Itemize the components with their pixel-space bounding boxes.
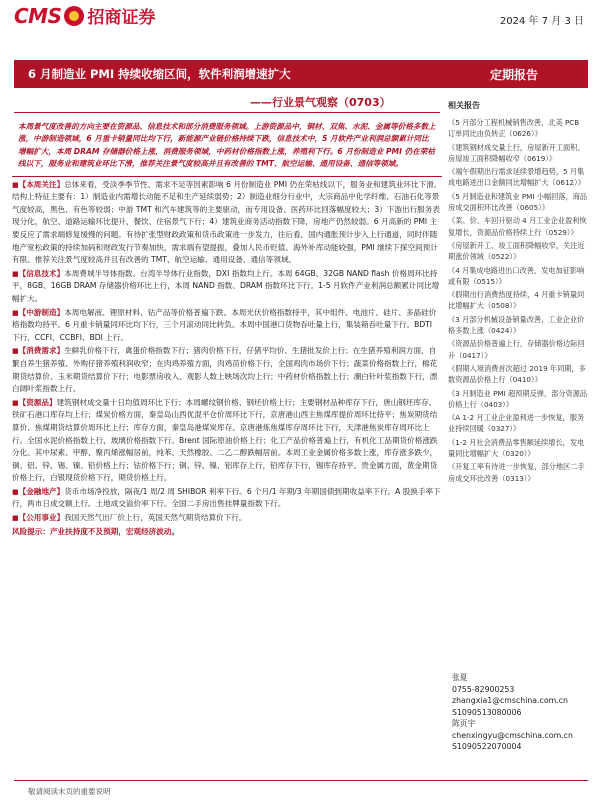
- analyst-license: S1090513080006: [452, 707, 522, 717]
- related-reports-title: 相关报告: [448, 101, 480, 110]
- related-report-link[interactable]: 《假期入境消费首次超过 2019 年同期，多数资源品价格上行（0410）》: [448, 363, 586, 385]
- related-report-link[interactable]: 《房屋新开工、竣工面积降幅收窄，关注近期涨价领域（0522）》: [448, 240, 585, 262]
- title-banner: [14, 60, 588, 88]
- bullet-square-icon: ■: [12, 347, 19, 356]
- related-report-link[interactable]: 《菜、价、车回升驱动 4 月工业企业盈利恢复增长，资源品价格持续上行（0529）》: [448, 216, 587, 237]
- analyst-email[interactable]: zhangxia1@cmschina.com.cn: [452, 696, 568, 705]
- related-report-link[interactable]: 《资源品价格普遍上行，存储器价格边际回升（0417）》: [448, 339, 585, 360]
- section-tag: 【资源品】: [18, 397, 57, 407]
- analyst-name: 张夏: [452, 673, 468, 682]
- bullet-square-icon: ■: [12, 398, 19, 407]
- title-divider: [14, 112, 440, 113]
- section-tag: 【公用事业】: [18, 513, 65, 523]
- section-tag: 【信息技术】: [18, 268, 65, 278]
- section-midstream: [12, 307, 442, 345]
- section-utilities: [12, 512, 442, 525]
- related-report-link[interactable]: 《端午假期出行需求延续景增趋势，5 月集成电路进出口金额同比增幅扩大（0612）》: [448, 167, 585, 188]
- section-tag: 【本周关注】: [18, 179, 65, 189]
- cms-logo: [14, 3, 155, 28]
- footer-divider: [14, 780, 588, 781]
- page-header: [0, 0, 600, 38]
- logo-text: CMS: [14, 3, 62, 28]
- section-focus: [12, 179, 442, 267]
- section-text: 生鲜乳价格下行，禽蛋价格指数下行；猪肉价格下行，仔猪平均价、生猪批发价上行；在生猪养殖利润方面，自繁自养生猪养殖、外购仔猪养殖利润收窄；在肉鸡养殖方面，肉鸡苗价格下行，全国鸡肉市场价下行；蔬菜价格指数上行，棉花期货结算价、玉米期货结算价下行；电影票房收入、观影人数上映场次均上行；中药材价格指数上行；潮白针叶浆指数下行，漂白阔叶浆指数上行。: [12, 346, 438, 394]
- section-text: 建筑钢材成交量十日均值周环比下行；本周螺纹钢价格、钢坯价格上行；主要钢材品种库存下行，唐山钢坯库存、铁矿石港口库存均上行；煤炭价格方面，秦皇岛山西优混平仓价周环比下行，京唐港山西主焦煤库提价周环比持平；焦炭期货结算价、焦煤期货结算价周环比上行；库存方面，秦皇岛港煤炭库存、京唐港炼焦煤库存周环比下行，天津港焦炭库存周环比上行。全国水泥价格指数上行，玻璃价格指数下行。Brent 国际原油价格上行；化工产品价格普遍上行，有机化工品期货价格涨跌分化。其中尿素、甲醇、聚丙烯涨幅居前，纯苯、天然橡胶、二乙二醇跌幅居前。本周工业金属价格多数上涨，库存涨多跌少，铜、铝、锌、锡、镍、铅价格上行；钴价格下行；铜、锌、镍、铝库存上行，铅库存下行，锡库存持平。贵金属方面，黄金期货价格上行，白银现货价格下行，期货价格上行。: [12, 397, 438, 483]
- related-report-link[interactable]: 《3 月部分机械设备销量改善，工业企业价格多数上涨（0424）》: [448, 314, 585, 336]
- report-type: 定期报告: [489, 67, 538, 82]
- risk-warning: 风险提示：产业扶持度不及预期，宏观经济波动。: [12, 526, 180, 536]
- section-tag: 【中游制造】: [18, 307, 65, 317]
- main-content: [12, 118, 442, 539]
- report-title: 6 月制造业 PMI 持续收缩区间，软件利润增速扩大: [28, 67, 291, 81]
- related-report-link[interactable]: 《5 月部分工程机械销售改善，北美 PCB 订单同比由负转正（0626）》: [448, 118, 580, 139]
- related-report-link[interactable]: 《建筑钢材成交量上行，房屋新开工面积、房屋竣工面积降幅收窄（0619）》: [448, 142, 585, 163]
- bullet-square-icon: ■: [12, 514, 19, 523]
- analyst-info: [452, 672, 592, 753]
- report-subtitle: ——行业景气观察（0703）: [250, 96, 391, 109]
- related-report-link[interactable]: 《4 月集成电路进出口改善，发电加征影响或有限（0515）》: [448, 265, 585, 286]
- section-text: 我国天然气出厂价上行，英国天然气期货结算价下行。: [64, 513, 247, 523]
- analyst-name: 陈页宇: [452, 719, 476, 728]
- related-report-link[interactable]: 《开复工率有待进一步恢复，部分地区二手房成交环比改善（0313）》: [448, 462, 585, 483]
- related-report-link[interactable]: 《1-2 月社会消费品零售额延续增长，发电量同比增幅扩大（0320）》: [448, 437, 585, 459]
- related-report-link[interactable]: 《假期出行消费热度持续，4 月重卡销量同比增幅扩大（0508）》: [448, 290, 585, 311]
- related-report-link[interactable]: 《5 月制造业和建筑业 PMI 小幅回落，商品房成交面积环比改善（0605）》: [448, 191, 588, 213]
- analyst-phone: 0755-82900253: [452, 684, 515, 694]
- analyst-email[interactable]: chenxingyu@cmschina.com.cn: [452, 730, 573, 740]
- bullet-square-icon: ■: [12, 308, 19, 317]
- section-it: [12, 268, 442, 306]
- section-text: 本周电解液、锂原材料、钴产品等价格普遍下跌。本周光伏价格指数持平，其中组件、电池片、硅片、多晶硅价格指数均持平。6 月重卡销量同环比均下行，三个月滚动同比转负。本周中国港口货物吞吐量上行，集装箱吞吐量下行。BDTI 下行，CCFI、CCBFI、BDI 上行。: [12, 307, 437, 342]
- logo-mark-icon: [64, 6, 84, 26]
- bullet-square-icon: ■: [12, 487, 19, 496]
- related-reports-sidebar: [448, 100, 588, 486]
- bullet-square-icon: ■: [12, 269, 19, 278]
- section-text: 总体来看，受淡季季节性、需求不足等因素影响 6 月份制造业 PMI 仍在荣枯线以下，服务业和建筑业环比下滑。结构上特征主要有：1）制造业内需增长动能不足和生产延续弱势；2）制造业细分行业中，大宗商品中化学纤维、石油石化等景气度较高，黑色、有色等较弱；中游 TMT 和汽车建筑等的主要驱动，而专用设备、医药环比回落幅度较大；3）下游出行服务表现分化，航空、道路运输环比提升，餐饮、住宿景气下行；4）建筑业商务活动指数下降，房地产仍然较弱。6 月高新的 PMI 主要反应了需求端修复缓慢的问题。有待扩张型财政政策和货币政策进一步发力，往后看，国内通胀预计步入上行通道，同时伴随地产宽松政策的持续加码和财政发行节奏加快，需求端有望提振，叠加人民币贬值、海外补库动能较强，PMI 继续下探空间预计有限。推荐关注景气度较高并且有改善的 TMT、航空运输、通用设备、通信等领域。: [12, 179, 442, 265]
- footer-note: 敬请阅读末页的重要说明: [28, 787, 111, 796]
- section-text: 货币市场净投放，隔夜/1 周/2 周 SHIBOR 利率下行。6 个月/1 年期/3 年期国债到期收益率下行。A 股换手率下行，两市日成交额上行。土地成交溢价率下行。全国二手房出售挂牌量指数下行。: [12, 486, 441, 509]
- section-text: 本周费城半导体指数、台湾半导体行业指数，DXI 指数均上行。本周 64GB、32GB NAND flash 价格周环比持平，8GB、16GB DRAM 存储器价格环比上行，本周 NAND 指数、DRAM 指数环比下行。1-5 月软件产业利润总额累计同比增幅扩大。: [12, 268, 440, 303]
- analyst-license: S1090522070004: [452, 742, 522, 751]
- report-date: 2024 年 7 月 3 日: [499, 16, 584, 27]
- related-report-link[interactable]: 《3 月制造业 PMI 超预期反弹，部分资源品价格上行（0403）》: [448, 388, 588, 409]
- section-finance: [12, 486, 442, 511]
- bullet-square-icon: ■: [12, 180, 19, 189]
- section-resources: [12, 397, 442, 485]
- summary-paragraph: 本周景气度改善的方向主要在资源品、信息技术和部分消费服务领域。上游资源品中，铜材、双焦、水泥、金属等价格多数上涨，中游制造领域，6 月重卡销量同比均下行，新能源产业链价格持续下跌，信息技术中，5 月软件产业利润总额累计同比增幅扩大，本周 DRAM 存储器价格上涨，消费服务领域，中药材价格指数上涨，养殖利下行。6 月份制造业 PMI 仍在荣枯线以下，服务业和建筑业环比下滑，推荐关注景气度较高并且有改善的 TMT、航空运输、通用设备、通信等领域。: [18, 122, 436, 169]
- logo-chinese-name: 招商证券: [87, 8, 156, 28]
- related-report-link[interactable]: 《A 1-2 月工业企业盈利进一步恢复，服务业持续回暖（0327）》: [448, 413, 585, 434]
- section-consumption: [12, 345, 442, 395]
- summary-divider: [12, 176, 442, 177]
- related-reports-list: [448, 117, 588, 484]
- section-tag: 【金融地产】: [18, 486, 65, 496]
- section-tag: 【消费需求】: [18, 346, 65, 356]
